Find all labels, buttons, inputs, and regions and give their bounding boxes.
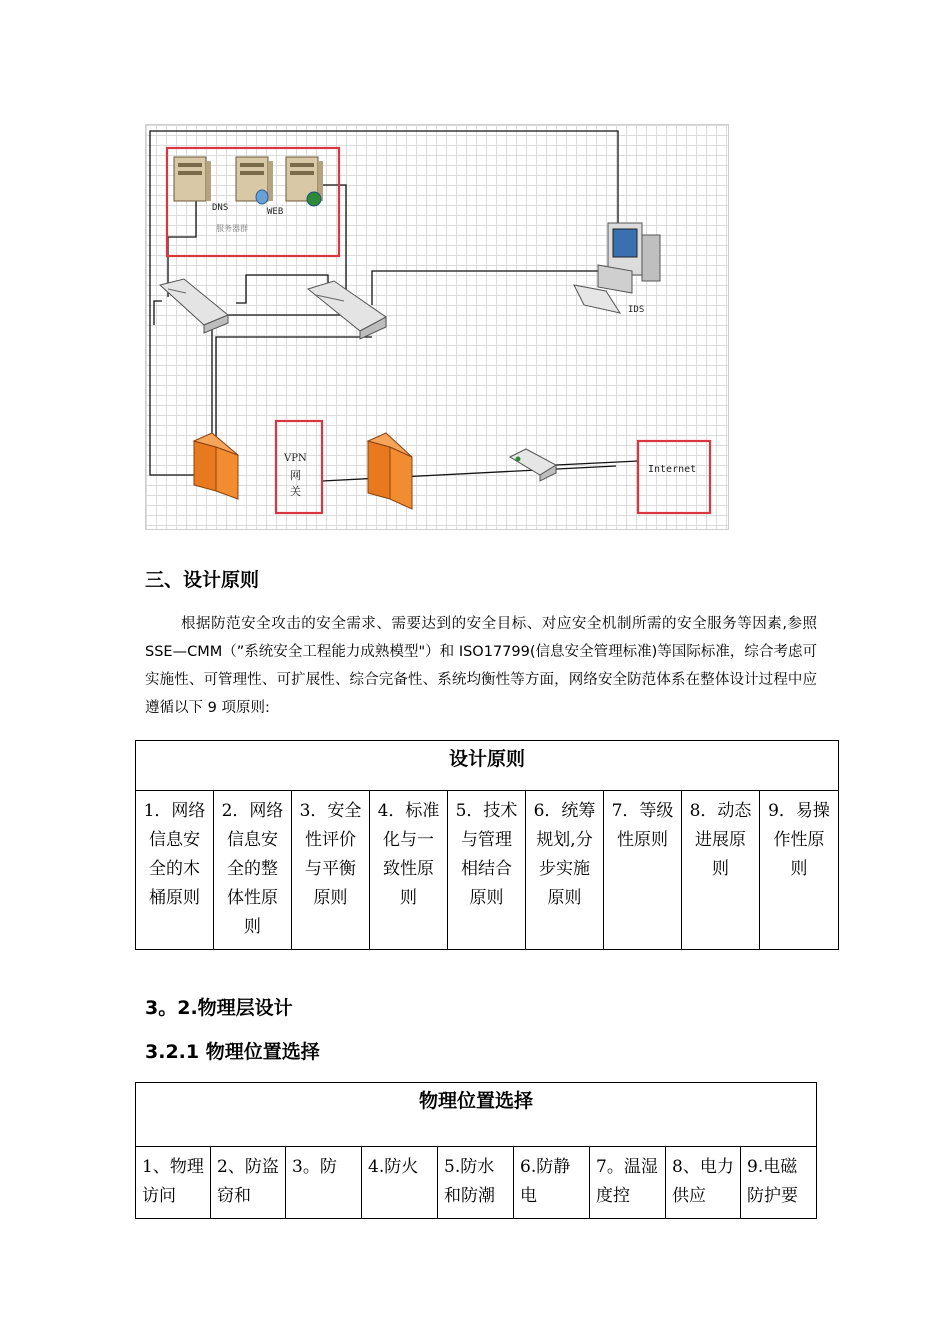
connection-lines — [150, 131, 638, 481]
router-icon — [510, 449, 556, 481]
network-diagram-svg — [146, 125, 728, 529]
section-title-physical-layer: 3。2.物理层设计 — [145, 997, 293, 1019]
table-cell: 1、物理访问 — [136, 1147, 211, 1219]
ids-computer-icon — [574, 223, 660, 313]
table-cell: 4.防火 — [362, 1147, 438, 1219]
table-cell: 4．标准化与一致性原则 — [370, 791, 448, 950]
table-cell: 2、防盗窃和 — [211, 1147, 286, 1219]
firewall-1-icon — [194, 433, 238, 499]
vpn-label: VPN — [284, 453, 307, 464]
switch-1-icon — [160, 279, 228, 333]
table-cell: 3。防 — [286, 1147, 362, 1219]
mail-server-icon — [286, 157, 323, 206]
table-cell: 3．安全性评价与平衡原则 — [292, 791, 370, 950]
web-label: WEB — [267, 207, 284, 217]
internet-box — [638, 441, 710, 513]
subsection-title-physical-location: 3.2.1 物理位置选择 — [145, 1041, 320, 1063]
table-cell: 2．网络信息安全的整体性原则 — [214, 791, 292, 950]
server-group-label: 服务器群 — [216, 224, 248, 233]
table-cell: 9.电磁防护要 — [741, 1147, 817, 1219]
table-cell: 8．动态进展原则 — [682, 791, 760, 950]
dns-server-icon — [174, 157, 211, 201]
table-cell: 5．技术与管理相结合原则 — [448, 791, 526, 950]
design-principles-table — [135, 740, 839, 950]
table-cell: 1．网络信息安全的木桶原则 — [136, 791, 214, 950]
web-server-icon — [236, 157, 273, 204]
section-paragraph: 根据防范安全攻击的安全需求、需要达到的安全目标、对应安全机制所需的安全服务等因素,参照 SSE—CMM（”系统安全工程能力成熟模型"）和 ISO17799(信息安全管理标准)等国际标准，综合考虑可实施性、可管理性、可扩展性、综合完备性、系统均衡性等方面，网络安全防范体系在整体设计过程中应遵循以下 9 项原则: — [145, 616, 817, 716]
table-cell: 8、电力供应 — [666, 1147, 741, 1219]
physical-location-table — [135, 1082, 817, 1219]
vpn-label-guan: 关 — [290, 485, 301, 498]
internet-label: Internet — [648, 464, 697, 475]
table-cell: 5.防水和防潮 — [438, 1147, 514, 1219]
firewall-2-icon — [368, 433, 412, 509]
table-cell: 9．易操作性原则 — [760, 791, 839, 950]
table-cell: 6．统筹规划,分步实施原则 — [526, 791, 604, 950]
section-title-design-principles: 三、设计原则 — [145, 569, 260, 591]
table-cell: 6.防静电 — [514, 1147, 590, 1219]
ids-label: IDS — [628, 305, 645, 315]
table-cell: 7．等级性原则 — [604, 791, 682, 950]
network-diagram — [145, 124, 729, 530]
vpn-label-wang: 网 — [290, 469, 301, 482]
table-header: 物理位置选择 — [136, 1083, 817, 1147]
switch-2-icon — [308, 281, 386, 339]
dns-label: DNS — [212, 203, 229, 213]
table-cell: 7。温湿度控 — [590, 1147, 666, 1219]
table-header: 设计原则 — [136, 741, 839, 791]
